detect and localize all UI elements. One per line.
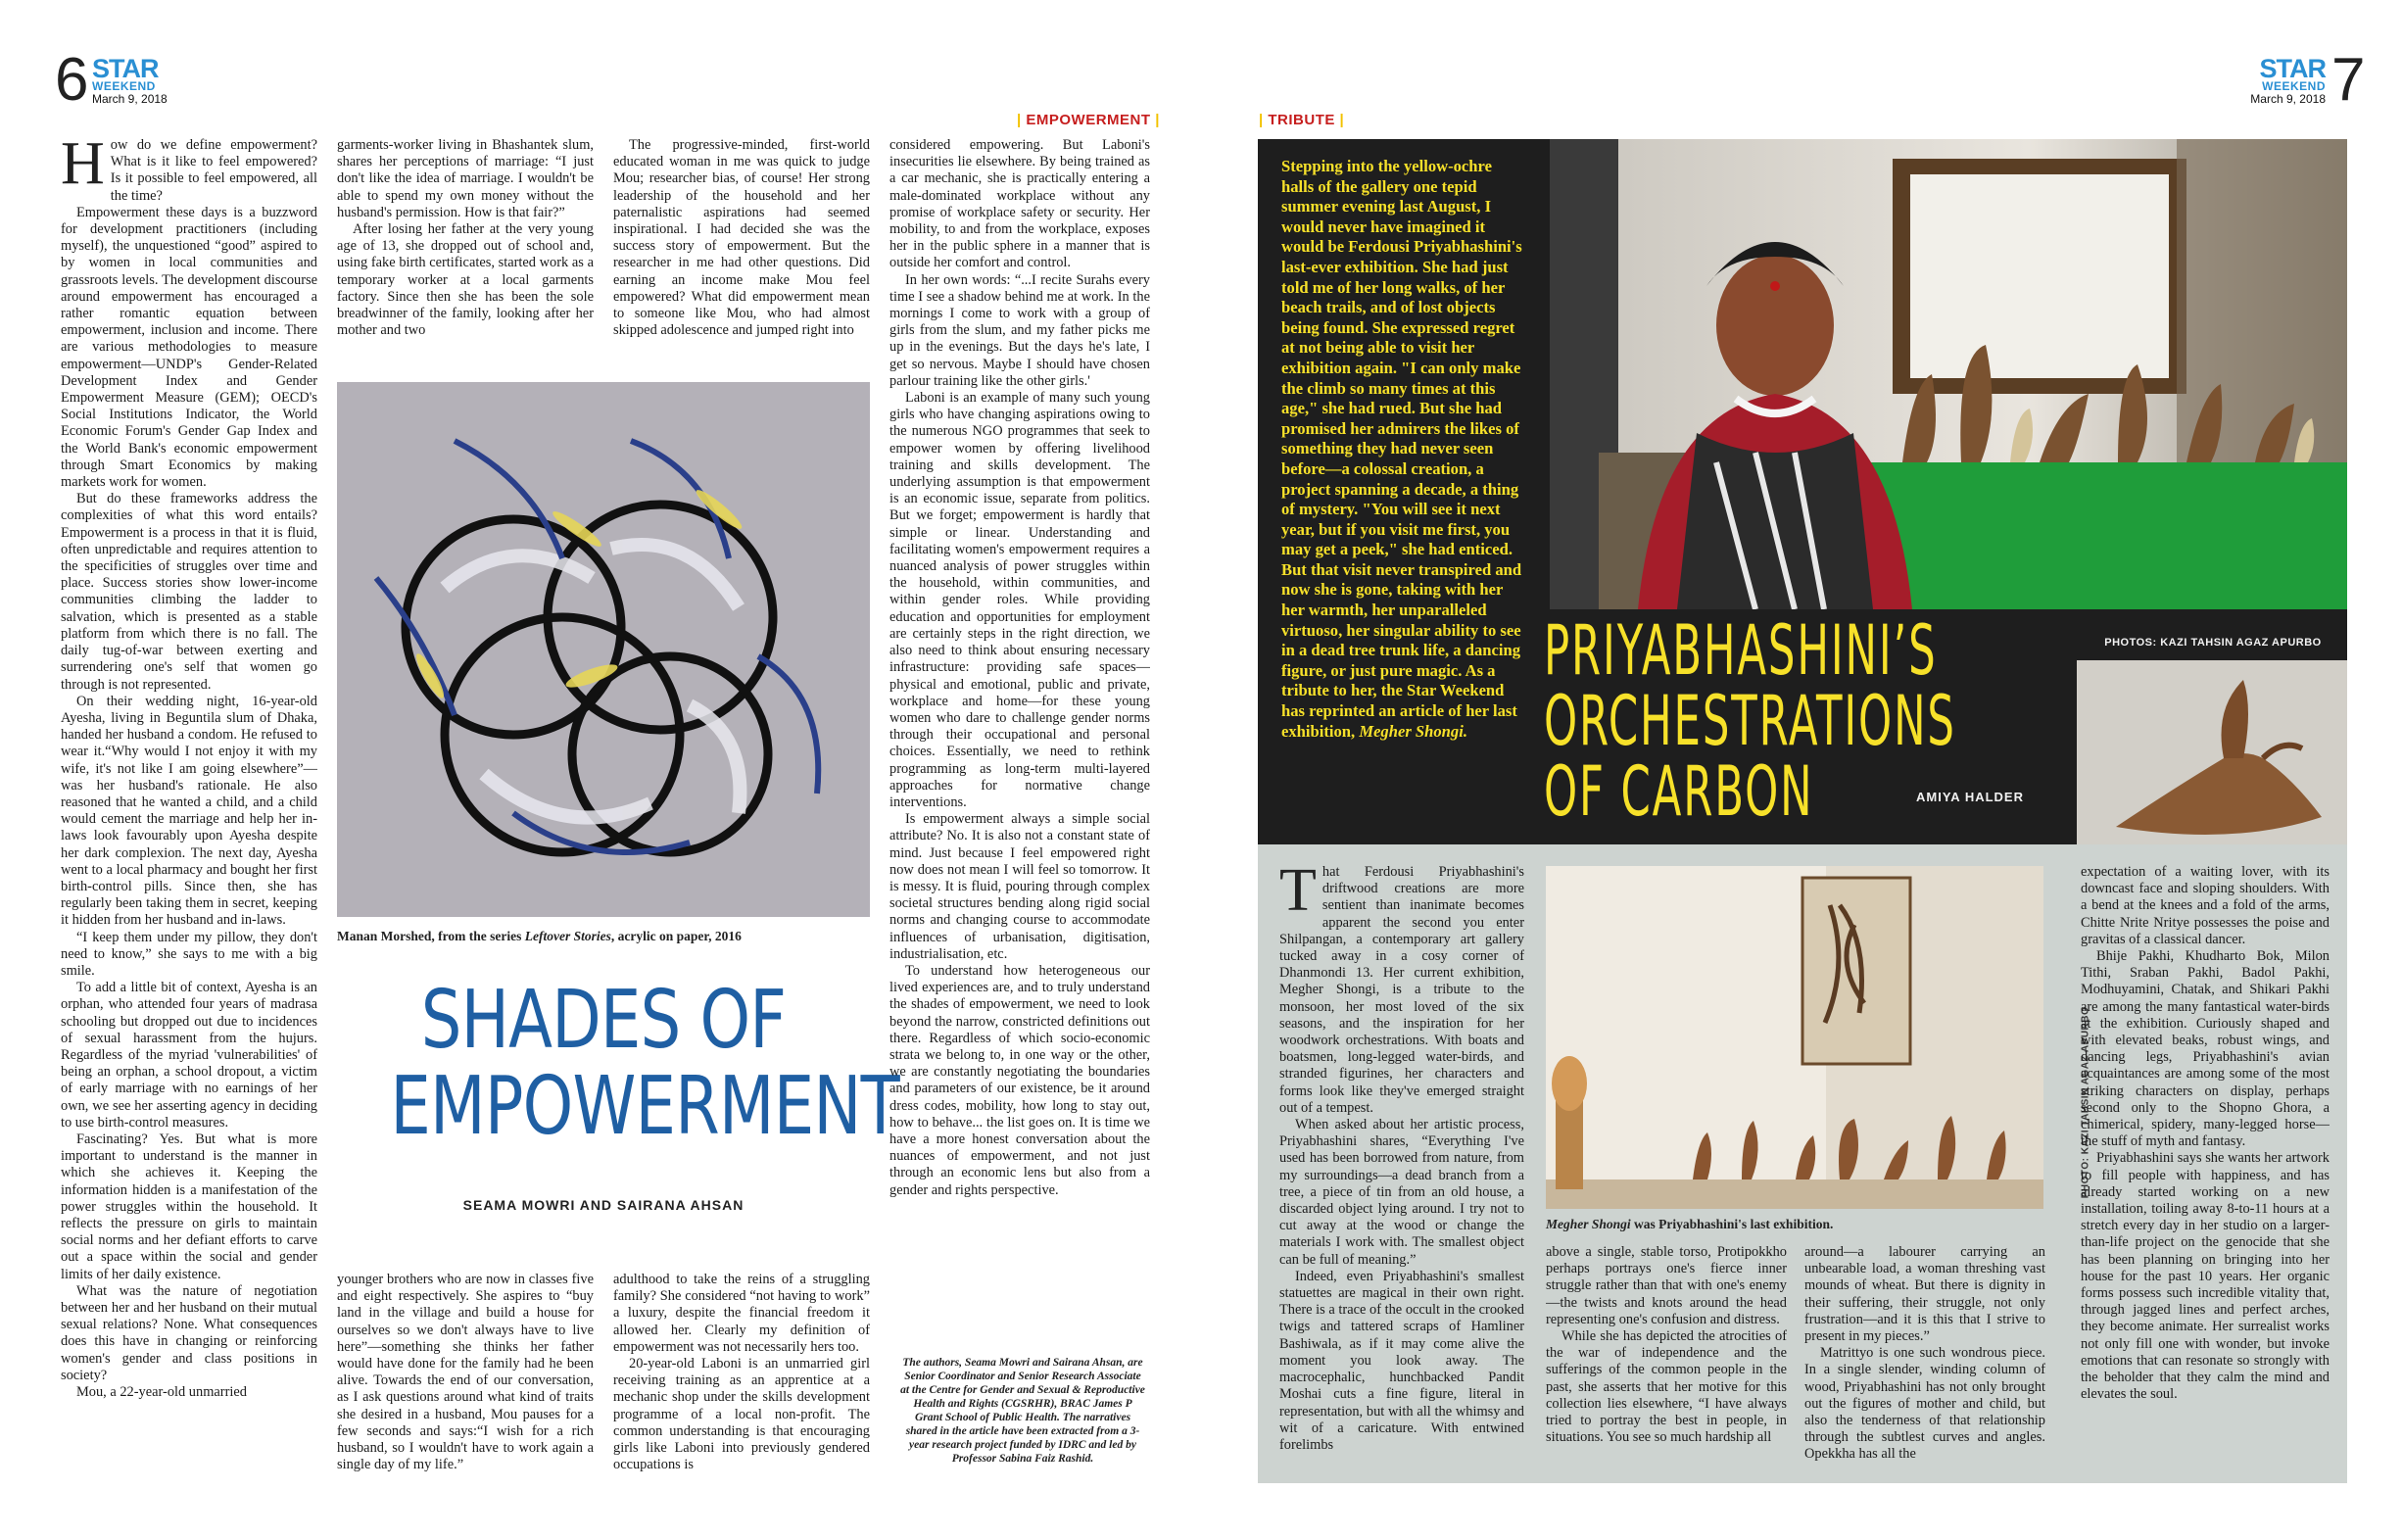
article-column-1 xyxy=(61,137,317,1487)
masthead-brand: STAR xyxy=(2259,54,2326,83)
article-paragraph: To understand how heterogeneous our lived experiences are, and to truly understand the shades of empowerment, we need to look beyond the narrow, constricted definitions out there. Regardless of which socio-economic strata we belong to, in one way or the other, we are constantly negotiating the boundaries and parameters of our existence, be it around dress codes, mobility, how long to stay out, how to behave... the list goes on. It is time we have a more honest conversation about the nuances of empowerment, and not just through an economic lens but also from a gender and rights perspective. xyxy=(889,962,1150,1198)
artwork-caption: Manan Morshed, from the series Leftover Stories, acrylic on paper, 2016 xyxy=(337,929,742,943)
article-paragraph: How do we define empowerment? What is it like to feel empowered? Is it possible to feel empowered, all the time? xyxy=(61,137,317,204)
masthead-date: March 9, 2018 xyxy=(2250,92,2326,106)
sculpture-photo-small xyxy=(2077,660,2347,844)
article-paragraph: Is empowerment always a simple social attribute? No. It is also not a constant state of mind. Just because I feel empowered right now does not mean I will feel so tomorrow. It is messy. It is fluid, pouring through complex societal structures bending along rigid social norms and changing course to accommodate influences of urbanisation, digitisation, industrialisation, etc. xyxy=(889,811,1150,962)
article-column-2-bottom xyxy=(337,1272,594,1487)
photo-credit-vertical: PHOTO: KAZI TAHSIN AGAZ APURBO xyxy=(2080,1006,2091,1199)
article-paragraph: 20-year-old Laboni is an unmarried girl receiving training as an apprentice at a mechanic shop under the skills development programme of a local non-profit. The common understanding is that encouraging girls like Laboni into previously gendered occupations is xyxy=(613,1356,870,1473)
article-paragraph: above a single, stable torso, Protipokkho perhaps portrays one's fierce inner struggle rather than that with one's enemy—the twists and knots around the head representing one's confusion and distress. xyxy=(1546,1244,1787,1327)
tribute-column-1 xyxy=(1279,864,1524,1464)
article-column-4 xyxy=(889,137,1150,1338)
title-line-1: SHADES OF xyxy=(420,974,787,1067)
article-paragraph: Fascinating? Yes. But what is more important to understand is the manner in which she achieves it. Keeping the information hidden is a manifestation of the power struggles within the household. It reflects the pressure on girls to maintain social norms and her defiant efforts to carve out a space within the social and gender limits of her daily existence. xyxy=(61,1131,317,1282)
masthead-brand: STAR xyxy=(92,54,159,83)
gallery-photo xyxy=(1546,866,2043,1209)
masthead-right xyxy=(2247,54,2326,106)
portrait-photo xyxy=(1550,139,2347,609)
article-paragraph: garments-worker living in Bhashantek slum, shares her perceptions of marriage: “I just don't like the idea of marriage. I wouldn't be able to spend my own money without the husband's permission. How is that fair?” xyxy=(337,137,594,220)
article-paragraph: Priyabhashini says she wants her artwork to fill people with happiness, and has already started working on a new installation, toiling away 8-to-11 hours at a stretch every day in her studio on a larger-than-life project on the genocide that she has been planning on bringing into her house for the past 10 years. Her organic forms possess such incredible vitality that, through jagged lines and perfect arches, they become animate. Her surrealist works not only fill one with wonder, but invoke emotions that can resonate so strongly with the beholder that they calm the mind and elevates the soul. xyxy=(2081,1150,2330,1403)
article-byline: SEAMA MOWRI AND SAIRANA AHSAN xyxy=(462,1197,745,1213)
gallery-caption: Megher Shongi was Priyabhashini's last exhibition. xyxy=(1546,1217,1834,1231)
abstract-painting-svg xyxy=(337,382,870,917)
page-number-right: 7 xyxy=(2331,46,2366,114)
article-paragraph: To add a little bit of context, Ayesha is an orphan, who attended four years of madrasa schooling but dropped out due to incidences of sexual harassment from the hujurs. Regardless of the myriad 'vulnerabilities' of being an orphan, a school dropout, a victim of early marriage with no earnings of her own, we see her asserting agency in deciding to use birth-control measures. xyxy=(61,980,317,1131)
tribute-column-4 xyxy=(2081,864,2330,1464)
portrait-photo-svg xyxy=(1550,139,2347,609)
masthead-date: March 9, 2018 xyxy=(92,92,168,106)
artwork-image xyxy=(337,382,870,917)
article-paragraph: Matrittyo is one such wondrous piece. In a single slender, winding column of wood, Priyabhashini has not only brought out the figures of mother and child, but also the tenderness of that relationship through the subtlest curves and angles. Opekkha has all the xyxy=(1804,1345,2045,1463)
title-line-3: OF CARBON xyxy=(1544,751,1814,832)
article-title xyxy=(337,974,899,1153)
article-paragraph: But do these frameworks address the complexities of what this word entails? Empowerment is a process in that it is fluid, often unpredictable and requires attention to the specificities of struggles over time and place. Success stories show lower-income communities climbing the ladder to salvation, which is presented as a stable platform from which there is no fall. The daily tug-of-war between exerting and surrendering one's self that women go through is not represented. xyxy=(61,491,317,693)
article-paragraph: expectation of a waiting lover, with its downcast face and sloping shoulders. With a bend at the knees and a fold of the arms, Chitte Nrite Nritye possesses the poise and gravitas of a classical dancer. xyxy=(2081,864,2330,947)
article-column-2-top xyxy=(337,137,594,362)
article-paragraph: around—a labourer carrying an unbearable load, a woman threshing vast mounds of wheat. But there is dignity in their suffering, their struggle, not only frustration—and it is this that I strive to present in my pieces.” xyxy=(1804,1244,2045,1345)
photo-credit: PHOTOS: KAZI TAHSIN AGAZ APURBO xyxy=(2104,637,2322,649)
article-paragraph: In her own words: “...I recite Surahs every time I see a shadow behind me at work. In the mornings I come to work with a group of girls from the slum, and my father picks me up in the evenings. But the days he's late, I get so nervous. Maybe I should have chosen parlour training like the other girls.' xyxy=(889,271,1150,389)
article-paragraph: Bhije Pakhi, Khudharto Bok, Milon Tithi, Sraban Pakhi, Badol Pakhi, Modhuyamini, Chatak, and Shikari Pakhi are among the many fantastical water-birds at the exhibition. Curiously shaped and with elevated beaks, robust wings, and dancing legs, Priyabhashini's avian acquaintances are among some of the most striking characters on display, perhaps second only to the Shopno Ghora, a chimerical, spidery, many-legged horse—the stuff of myth and fantasy. xyxy=(2081,948,2330,1150)
article-paragraph: Mou, a 22-year-old unmarried xyxy=(76,1384,247,1401)
article-paragraph: On their wedding night, 16-year-old Ayesha, living in Beguntila slum of Dhaka, handed her husband a condom. He refused to wear it.“Why would I not enjoy it with my wife, it's not like I am going elsewhere”—was her husband's rationale. He also reasoned that he wanted a child, and a child would cement the marriage and help her in-laws look favourably upon Ayesha despite her dark complexion. The next day, Ayesha went to a local pharmacy and bought her first birth-control pills. Since then, she has regularly been taking them in secret, keeping it hidden from her husband and in-laws. xyxy=(61,693,317,929)
section-label-empowerment: | EMPOWERMENT | xyxy=(1017,112,1160,128)
article-paragraph: What was the nature of negotiation between her and her husband on their mutual sexual relations? None. What consequences does this have in changing or reinforcing women's gender and class positions in society? xyxy=(61,1282,317,1383)
tribute-column-2 xyxy=(1546,1244,1787,1464)
article-paragraph: considered empowering. But Laboni's insecurities lie elsewhere. By being trained as a car mechanic, she is practically entering a male-dominated workplace without any promise of workplace safety or security. Her mobility, to and from the workplace, exposes her in the public sphere in a manner that is outside her comfort and control. xyxy=(889,137,1150,271)
article-paragraph: younger brothers who are now in classes five and eight respectively. She aspires to “buy land in the village and build a house for ourselves so we don't always have to live here”—something she thinks her father would have done for the family had he been alive. Towards the end of our conversation, as I ask questions around what kind of traits she desired in a husband, Mou pauses for a few seconds and says:“I wish for a rich husband, so I wouldn't have to work again a single day of my life.” xyxy=(337,1272,594,1473)
article-paragraph: “I keep them under my pillow, they don't need to know,” she says to me with a big smile. xyxy=(61,929,317,979)
title-line-2: EMPOWERMENT xyxy=(390,1060,899,1153)
article-paragraph: That Ferdousi Priyabhashini's driftwood creations are more sentient than inanimate becomes apparent the second you enter Shilpangan, a contemporary art gallery tucked away in a cosy corner of Dhanmondi 13. Her current exhibition, Megher Shongi, is a tribute to the monsoon, her most loved of the six seasons, and the inspiration for her woodwork orchestrations. With boats and boatsmen, long-legged water-birds, and stranded figurines, her characters and forms look like they've emerged straight out of a tempest. xyxy=(1279,864,1524,1116)
tribute-column-3 xyxy=(1804,1244,2045,1464)
article-paragraph: adulthood to take the reins of a struggling family? She considered “not having to work” a luxury, despite the financial freedom it allowed her. Clearly my definition of empowerment was not necessarily hers too. xyxy=(613,1272,870,1355)
section-label-tribute: | TRIBUTE | xyxy=(1259,112,1345,128)
article-paragraph: When asked about her artistic process, Priyabhashini shares, “Everything I've used has been borrowed from nature, from my surroundings—a dead branch from a tree, a piece of tin from an old house, a discarded object lying around. I try not to cut away at the wood or change the materials I work with. The smallest object can be full of meaning.” xyxy=(1279,1117,1524,1268)
title-line-1: PRIYABHASHINI’S xyxy=(1544,610,1938,691)
tribute-intro-text: Stepping into the yellow-ochre halls of the gallery one tepid summer evening last August, I would never have imagined it would be Ferdousi Priyabhashini's last-ever exhibition. She had just told me of her long walks, of her beach trails, and of lost objects being found. She expressed regret at not being able to visit her exhibition again. "I can only make the climb so many times at this age," she had rued. But she had promised her admirers the likes of something they had never seen before—a colossal creation, a project spanning a decade, a thing of mystery. "You will see it next year, but if you visit me first, you may get a peek," she had enticed. But that visit never transpired and now she is gone, taking with her her warmth, her unparalleled virtuoso, her singular ability to see in a dead tree trunk life, a dancing figure, or just pure magic. As a tribute to her, the Star Weekend has reprinted an article of her last exhibition, Megher Shongi. xyxy=(1281,157,1522,741)
gallery-photo-svg xyxy=(1546,866,2043,1209)
sculpture-photo-small-svg xyxy=(2077,660,2347,844)
article-paragraph: Indeed, even Priyabhashini's smallest statuettes are magical in their own right. There is a trace of the occult in the crooked twigs and tattered scraps of Hamliner Bashiwala, as if it may come alive the moment you look away. The macrocephalic, hunchbacked Pandit Moshai cuts a fine figure, literal in representation, but with all the whimsy and wit of a caricature. With entwined forelimbs xyxy=(1279,1268,1524,1453)
article-paragraph: Laboni is an example of many such young girls who have changing aspirations owing to the numerous NGO programmes that seek to empower women by offering livelihood training and skills development. The underlying assumption is that empowerment is an economic issue, separate from politics. But we forget; empowerment is hardly that simple or linear. Understanding and facilitating women's empowerment requires a nuanced analysis of power struggles within the household, within communities, and within gender roles. While providing education and opportunities for employment are certainly steps in the right direction, we also need to think about ensuring necessary infrastructure: providing safe spaces—physical and emotional, public and private, workplace and home—for these young women who dare to challenge gender norms through their occupational and personal choices. Essentially, we need to rethink programming as long-term multi-layered approaches for normative change interventions. xyxy=(889,390,1150,810)
article-paragraph: Empowerment these days is a buzzword for development practitioners (including myself), the unquestioned “good” aspired to by women in local communities and grassroots levels. The development discourse around empowerment has encouraged a rather romantic equation between empowerment, inclusion and income. There are various methodologies to measure empowerment—UNDP's Gender-Related Development Index and Gender Empowerment Measure (GEM); OECD's Social Institutions Indicator, the World Economic Forum's Gender Gap Index and the World Bank's economic empowerment through Smart Economics by making markets work for women. xyxy=(61,204,317,491)
article-column-3-top xyxy=(613,137,870,362)
masthead-sub: WEEKEND xyxy=(2262,79,2326,93)
title-line-2: ORCHESTRATIONS xyxy=(1544,681,1956,761)
article-paragraph: After losing her father at the very young age of 13, she dropped out of school and, using fake birth certificates, started work as a temporary worker at a local garments factory. Since then she has been the sole breadwinner of the family, looking after her mother and two xyxy=(337,221,594,339)
tribute-byline: AMIYA HALDER xyxy=(1916,790,2024,804)
article-paragraph: The progressive-minded, first-world educated woman in me was quick to judge Mou; researcher bias, of course! Her strong leadership of the household and her paternalistic aspirations had seemed inspirational. I had decided she was the success story of empowerment. But the researcher in me had other questions. Did earning an income make Mou feel empowered? What did empowerment mean to someone like Mou, who had almost skipped adolescence and jumped right into xyxy=(613,137,870,339)
page-number-left: 6 xyxy=(55,46,89,114)
author-footnote: The authors, Seama Mowri and Sairana Ahsan, are Senior Coordinator and Senior Research Associate at the Centre for Gender and Sexual & Reproductive Health and Rights (CGSRHR), BRAC James P Grant School of Public Health. The narratives shared in the article have been extracted from a 3-year research project funded by IDRC and led by Professor Sabina Faiz Rashid. xyxy=(900,1357,1145,1465)
masthead-left xyxy=(92,54,168,106)
article-paragraph: While she has depicted the atrocities of the war of independence and the sufferings of the common people in the past, she asserts that her motive for this collection lies elsewhere, “I have always tried to portray the best in people, in situations. You see so much hardship all xyxy=(1546,1328,1787,1446)
masthead-sub: WEEKEND xyxy=(92,79,156,93)
article-column-3-bottom xyxy=(613,1272,870,1487)
